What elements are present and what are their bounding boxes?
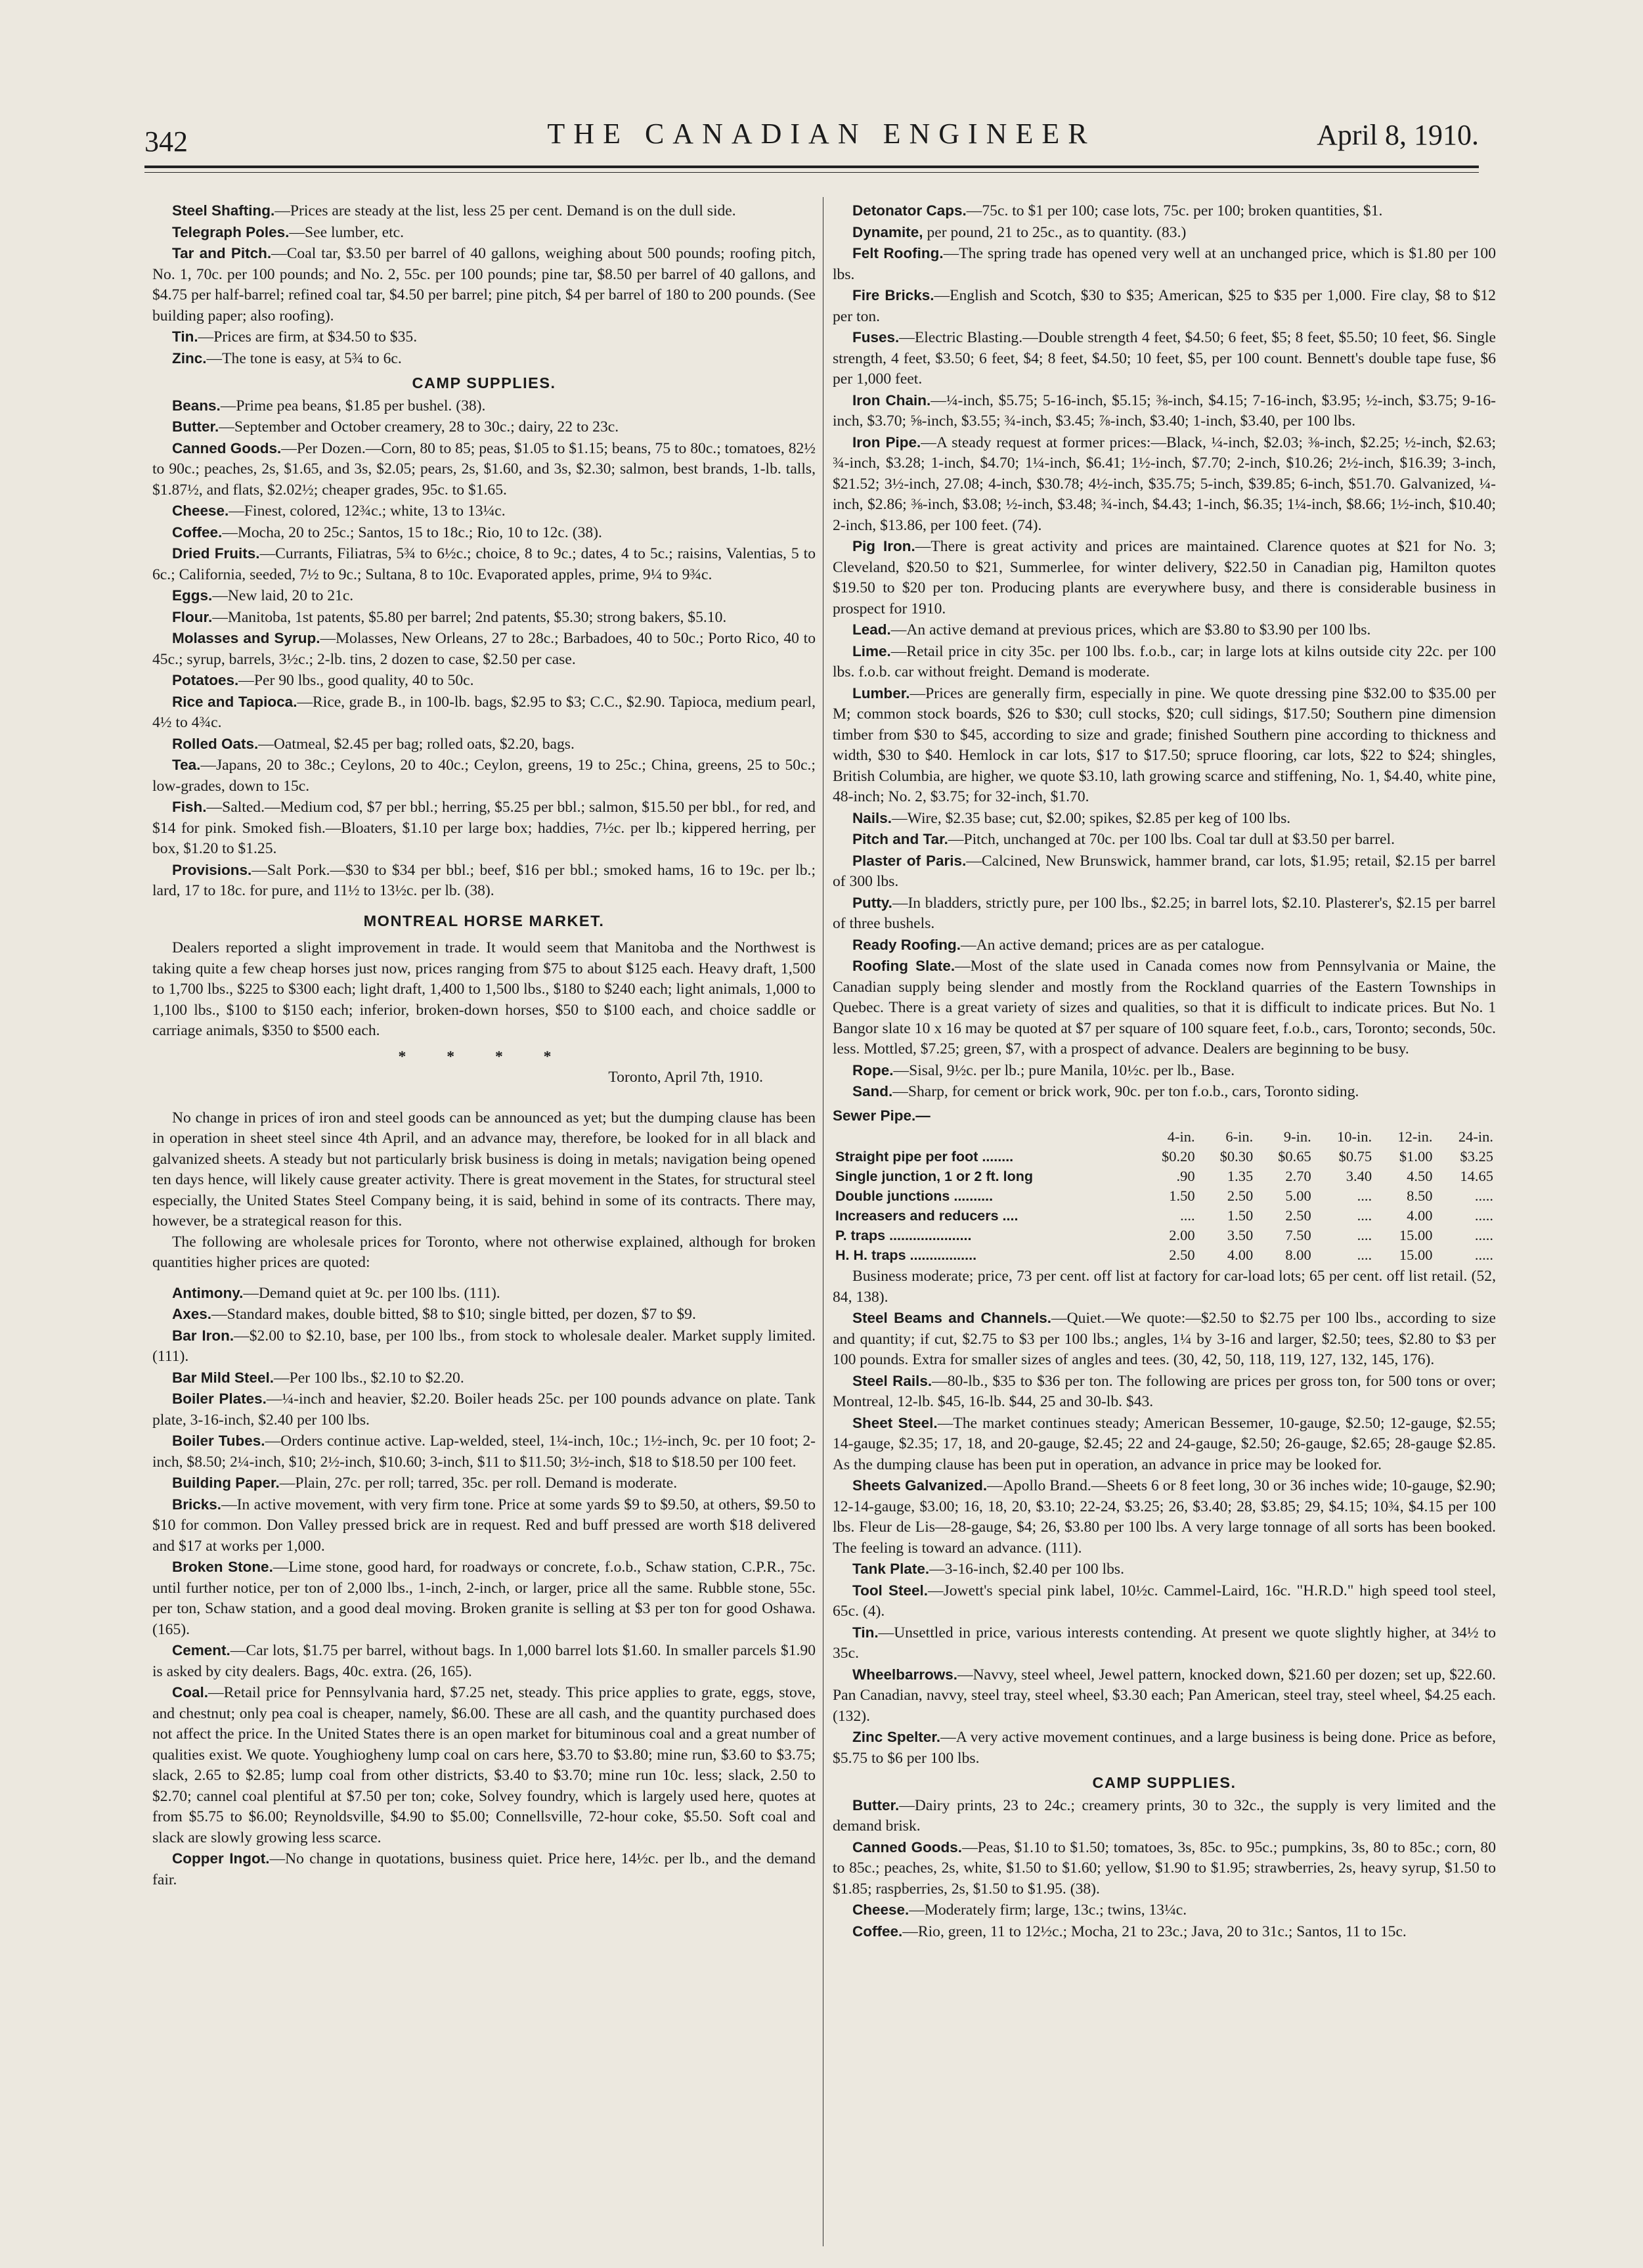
price-entry — [152, 755, 816, 797]
entry-heading: Butter. — [172, 418, 219, 435]
toronto-wholesale-note: The following are wholesale prices for Toronto, where not otherwise explained, although for broken quantities higher prices are quoted: — [152, 1233, 816, 1271]
entry-heading: Sheets Galvanized. — [852, 1477, 988, 1494]
sewer-price-cell: 1.50 — [1227, 1207, 1254, 1224]
entry-text: —A steady request at former prices:—Black, ¼-inch, $2.03; ⅜-inch, $2.25; ½-inch, $2.63; ¾-inch, $3.28; 1-inch, $4.70; 1¼-inch, $6.41; 1½-inch, $7.70; 2-inch, $10.26; 2½-inch, $16.39; 3-inch, $21.52; 3½-inch, 27.08; 4-inch, $30.78; 4½-inch, $35.75; 5-inch, $39.85; 6-inch, $51.70. Galvanized, ¼-inch, $2.86; ⅜-inch, $3.08; ½-inch, $3.48; ¾-inch, $4.43; 1-inch, $6.35; 1¼-inch, $8.66; 1½-inch, $10.40; 2-inch, $13.86, per 100 feet. (74). — [833, 434, 1496, 534]
price-entry — [833, 1081, 1496, 1103]
entry-text: —Apollo Brand.—Sheets 6 or 8 feet long, 30 or 36 inches wide; 10-gauge, $2.90; 12-14-gauge, $3.00; 16, 18, 20, $3.10; 22-24, $3.25; 26, $3.40; 28, $3.85; 29, $4.15; 10¾, $4.15 per 100 lbs. Fleur de Lis—28-gauge, $4; 26, $3.80 per 100 lbs. A very large tonnage of all sorts has been booked. The feeling is toward an advance. (111). — [833, 1477, 1496, 1557]
sewer-row-label: Single junction, 1 or 2 ft. long — [835, 1168, 1033, 1184]
entry-text: —Standard makes, double bitted, $8 to $10; single bitted, per dozen, $7 to $9. — [211, 1306, 696, 1323]
entry-text: —Navvy, steel wheel, Jewel pattern, knocked down, $21.60 per dozen; set up, $22.60. Pan Canadian, navvy, steel tray, steel wheel, $3.30 each; Pan American, steel tray, steel wheel, $4.25 each. (132). — [833, 1666, 1496, 1725]
entry-heading: Flour. — [172, 608, 213, 625]
sewer-price-cell: ..... — [1474, 1247, 1493, 1263]
sewer-price-cell: $0.30 — [1219, 1148, 1254, 1165]
sewer-price-cell: .... — [1357, 1188, 1372, 1204]
sewer-column-header: 24-in. — [1458, 1128, 1493, 1145]
entry-heading: Cement. — [172, 1642, 230, 1658]
price-entry — [152, 1389, 816, 1431]
sewer-price-cell: 15.00 — [1399, 1227, 1433, 1243]
entry-text: —An active demand at previous prices, which are $3.80 to $3.90 per 100 lbs. — [890, 621, 1371, 638]
entry-text: —Molasses, New Orleans, 27 to 28c.; Barbadoes, 40 to 50c.; Porto Rico, 40 to 45c.; syrup, barrels, 3½c.; 2-lb. tins, 2 dozen to case, $2.50 per case. — [152, 630, 816, 668]
price-entry — [833, 200, 1496, 222]
price-entry — [152, 1367, 816, 1389]
entry-text: —Demand quiet at 9c. per 100 lbs. (111). — [243, 1284, 500, 1302]
entry-text: —The tone is easy, at 5¾ to 6c. — [206, 349, 402, 367]
entry-text: —An active demand; prices are as per catalogue. — [961, 936, 1265, 954]
price-entry — [152, 438, 816, 501]
sewer-column-header: 4-in. — [1167, 1128, 1195, 1145]
entry-text: —Salted.—Medium cod, $7 per bbl.; herring, $5.25 per bbl.; salmon, $15.50 per bbl., for red, and $14 for pink. Smoked fish.—Bloaters, $1.10 per large box; haddies, 7½c. per lb.; kippered herring, per box, $1.20 to $1.25. — [152, 799, 816, 857]
sewer-row — [833, 1226, 1496, 1245]
price-entry — [833, 1727, 1496, 1769]
journal-title: THE CANADIAN ENGINEER — [547, 118, 1096, 150]
entry-heading: Boiler Tubes. — [172, 1433, 265, 1449]
entry-text: —Prime pea beans, $1.85 per bushel. (38). — [220, 397, 486, 414]
price-entry — [833, 1900, 1496, 1921]
entry-text: —The spring trade has opened very well at an unchanged price, which is $1.80 per 100 lbs. — [833, 245, 1496, 283]
right-camp-entries — [833, 1795, 1496, 1943]
entry-text: —Car lots, $1.75 per barrel, without bags. In 1,000 barrel lots $1.60. In smaller parcels $1.90 is asked by city dealers. Bags, 40c. extra. (26, 165). — [152, 1642, 816, 1680]
price-entry — [152, 797, 816, 860]
entry-text: —There is great activity and prices are maintained. Clarence quotes at $21 for No. 3; Cleveland, $20.50 to $21, Summerlee, for winter delivery, $22.50 in Canadian pig, Hamilton quotes $19.50 to $20 per ton. Producing plants are everywhere busy, and there is considerable business in prospect for 1910. — [833, 538, 1496, 617]
sewer-price-cell: 2.00 — [1169, 1227, 1195, 1243]
entry-text: —A very active movement continues, and a large business is being done. Price as before, $5.75 to $6 per 100 lbs. — [833, 1729, 1496, 1767]
entry-text: —In bladders, strictly pure, per 100 lbs., $2.25; in barrel lots, $2.10. Plasterer's, $2.15 per barrel of three bushels. — [833, 894, 1496, 932]
entry-heading: Plaster of Paris. — [852, 852, 967, 869]
price-entry — [152, 628, 816, 670]
entry-text: —80-lb., $35 to $36 per ton. The following are prices per gross ton, for 500 tons or over; Montreal, 12-lb. $45, 16-lb. $44, 25 and 30-lb. $43. — [833, 1372, 1496, 1410]
entry-heading: Steel Rails. — [852, 1372, 932, 1389]
entry-text: —Retail price in city 35c. per 100 lbs. f.o.b., car; in large lots at kilns outside city 22c. per 100 lbs. f.o.b. car without freight. Demand is moderate. — [833, 642, 1496, 680]
price-entry — [152, 1682, 816, 1848]
sewer-note: Business moderate; price, 73 per cent. off list at factory for car-load lots; 65 per cent. off list retail. (52, 84, 138). — [833, 1268, 1496, 1306]
page-number: 342 — [144, 125, 188, 158]
entry-text: —Per Dozen.—Corn, 80 to 85; peas, $1.05 to $1.15; beans, 75 to 80c.; tomatoes, 82½ to 90c.; peaches, 2s, $1.65, and 3s, $2.05; pears, 2s, $1.60, and 3s, $2.30; salmon, best brands, 1-lb. talls, $1.87½, and flats, $2.02½; cheaper grades, 95c. to $1.65. — [152, 439, 816, 499]
price-entry — [833, 1371, 1496, 1413]
price-entry — [833, 893, 1496, 935]
left-column — [152, 200, 816, 2256]
entry-heading: Nails. — [852, 809, 892, 826]
page-header — [0, 0, 1643, 164]
entry-heading: Felt Roofing. — [852, 245, 944, 261]
entry-heading: Zinc Spelter. — [852, 1729, 941, 1745]
entry-heading: Provisions. — [172, 861, 252, 878]
entry-text: —Prices are firm, at $34.50 to $35. — [198, 328, 418, 345]
sewer-price-cell: 4.00 — [1227, 1247, 1254, 1263]
entry-heading: Steel Shafting. — [172, 202, 275, 219]
sewer-price-cell: ..... — [1474, 1207, 1493, 1224]
left-entries-b — [152, 1283, 816, 1891]
price-entry — [833, 390, 1496, 432]
entry-heading: Lime. — [852, 642, 891, 659]
entry-heading: Copper Ingot. — [172, 1850, 270, 1867]
entry-heading: Iron Chain. — [852, 391, 931, 409]
entry-heading: Detonator Caps. — [852, 202, 967, 219]
entry-text: —Plain, 27c. per roll; tarred, 35c. per roll. Demand is moderate. — [279, 1475, 678, 1492]
entry-heading: Molasses and Syrup. — [172, 630, 320, 646]
entry-heading: Rope. — [852, 1061, 894, 1078]
left-camp-entries — [152, 395, 816, 902]
price-entry — [152, 395, 816, 417]
entry-text: —Mocha, 20 to 25c.; Santos, 15 to 18c.; Rio, 10 to 12c. (38). — [222, 523, 602, 541]
sewer-row-label: Straight pipe per foot ........ — [835, 1149, 1014, 1165]
entry-heading: Cheese. — [172, 502, 229, 519]
sewer-price-cell: $0.65 — [1278, 1148, 1311, 1165]
sewer-pipe-title: Sewer Pipe.— — [833, 1107, 931, 1124]
sewer-table-body — [833, 1147, 1496, 1265]
sewer-price-cell: $3.25 — [1460, 1148, 1493, 1165]
entry-heading: Coffee. — [172, 523, 223, 541]
entry-text: —The market continues steady; American Bessemer, 10-gauge, $2.50; 12-gauge, $2.55; 14-gauge, $2.35; 17, 18, and 20-gauge, $2.45; 22 and 24-gauge, $2.50; 26-gauge, $2.65; 28-gauge $2.85. As the dumping clause has been put in operation, an advance in price may be looked for. — [833, 1414, 1496, 1473]
entry-heading: Bar Iron. — [172, 1327, 234, 1344]
price-entry — [833, 1837, 1496, 1900]
price-entry — [152, 348, 816, 370]
entry-text: —English and Scotch, $30 to $35; American, $25 to $35 per 1,000. Fire clay, $8 to $12 per ton. — [833, 287, 1496, 325]
entry-heading: Ready Roofing. — [852, 936, 961, 953]
entry-heading: Broken Stone. — [172, 1559, 273, 1575]
sewer-column-header: 6-in. — [1225, 1128, 1254, 1145]
entry-heading: Potatoes. — [172, 672, 239, 688]
entry-heading: Zinc. — [172, 349, 207, 367]
sewer-price-cell: .... — [1357, 1207, 1372, 1224]
price-entry — [833, 808, 1496, 830]
price-entry — [152, 1283, 816, 1304]
entry-heading: Fish. — [172, 799, 207, 815]
price-entry — [152, 607, 816, 629]
entry-heading: Eggs. — [172, 587, 213, 604]
price-entry — [833, 432, 1496, 537]
price-entry — [833, 285, 1496, 327]
entry-text: —Peas, $1.10 to $1.50; tomatoes, 3s, 85c. to 95c.; pumpkins, 3s, 80 to 85c.; corn, 80 to 85c.; peaches, 2s, white, $1.50 to $1.60; yellow, $1.90 to $1.95; strawberries, 2s, heavy syrup, $1.50 to $1.85; raspberries, 2s, $1.50 to $1.95. (38). — [833, 1838, 1496, 1898]
sewer-pipe-table — [833, 1127, 1496, 1265]
sewer-price-cell: 4.00 — [1407, 1207, 1433, 1224]
entry-heading: Dynamite, — [852, 223, 923, 240]
sewer-price-cell: 7.50 — [1285, 1227, 1311, 1243]
sewer-price-cell: 8.50 — [1407, 1188, 1433, 1204]
entry-heading: Pitch and Tar. — [852, 831, 948, 847]
price-entry — [833, 956, 1496, 1060]
price-entry — [833, 1060, 1496, 1082]
sewer-column-header: 9-in. — [1283, 1128, 1311, 1145]
sewer-price-cell: 5.00 — [1285, 1188, 1311, 1204]
price-entry — [152, 1304, 816, 1325]
entry-text: —3-16-inch, $2.40 per 100 lbs. — [929, 1561, 1124, 1578]
entry-heading: Lumber. — [852, 684, 910, 701]
entry-text: —Unsettled in price, various interests contending. At present we quote slightly higher, at 34½ to 35c. — [833, 1624, 1496, 1662]
entry-heading: Rice and Tapioca. — [172, 693, 297, 710]
entry-text: —75c. to $1 per 100; case lots, 75c. per 100; broken quantities, $1. — [966, 202, 1383, 219]
price-entry — [152, 1640, 816, 1682]
sewer-row — [833, 1147, 1496, 1167]
entry-text: —Electric Blasting.—Double strength 4 feet, $4.50; 6 feet, $5; 8 feet, $5.50; 10 feet, $6. Single strength, 4 feet, $3.50; 6 feet, $4; 8 feet, $4.50; 10 feet, $5, per 100 count. Bennett's double tape fuse, $6 per 1,000 feet. — [833, 329, 1496, 388]
entry-text: —Prices are generally firm, especially in pine. We quote dressing pine $32.00 to $35.00 per M; common stock boards, $26 to $30; cull stocks, $20; cull sidings, $17.50; Southern pine dimension timber from $30 to $45, according to size and grade; finished Southern pine according to thickness and width, $30 to $40. Hemlock in car lots, $17 to $17.50; spruce flooring, car lots, $22 to $24; shingles, British Columbia, are higher, we quote $3.10, lath growing scarce and stiffening, No. 1, $4.40, white pine, 48-inch; No. 2, $3.75; for 32-inch, $1.70. — [833, 684, 1496, 805]
sewer-price-cell: .... — [1357, 1247, 1372, 1263]
header-rule-thick — [144, 166, 1479, 168]
sewer-price-cell: $0.75 — [1338, 1148, 1372, 1165]
right-entries-a — [833, 200, 1496, 1103]
price-entry — [833, 1580, 1496, 1622]
price-entry — [152, 222, 816, 244]
price-entry — [152, 1431, 816, 1473]
sewer-price-cell: $0.20 — [1161, 1148, 1195, 1165]
left-entries-a — [152, 200, 816, 369]
header-rule-thin — [144, 172, 1479, 173]
entry-text: —Currants, Filiatras, 5¾ to 6½c.; choice, 8 to 9c.; dates, 4 to 5c.; raisins, Valentias, 5 to 6c.; California, seeded, 7½ to 9c.; Sultana, 8 to 10c. Evaporated apples, prime, 9¼ to 9¾c. — [152, 545, 816, 583]
entry-text: —Jowett's special pink label, 10½c. Cammel-Laird, 16c. "H.R.D." high speed tool steel, 65c. (4). — [833, 1582, 1496, 1620]
entry-text: —Retail price for Pennsylvania hard, $7.25 net, steady. This price applies to grate, eggs, stove, and chestnut; only pea coal is cheaper, namely, $6.00. These are all cash, and the quantity purchased does not affect the price. In the United States there is an open market for bituminous coal and a great number of qualities exist. We quote. Youghiogheny lump coal on cars here, $3.70 to $3.80; mine run, $3.60 to $3.75; slack, 2.65 to $2.85; lump coal from other districts, $3.40 to $3.70; mine run 10c. less; slack, 2.50 to $2.70; cannel coal plentiful at $7.50 per ton; coke, Solvey foundry, which is largely used here, quotes at from $5.75 to $6.00; Reynoldsville, $4.90 to $5.00; Connellsville, 72-hour coke, $5.50. Soft coal and slack are slowly growing less scarce. — [152, 1684, 816, 1846]
price-entry — [833, 536, 1496, 619]
horse-market-heading: MONTREAL HORSE MARKET. — [363, 912, 605, 929]
sewer-price-cell: 8.00 — [1285, 1247, 1311, 1263]
sewer-row — [833, 1206, 1496, 1226]
price-entry — [833, 1308, 1496, 1371]
sewer-header-blank — [833, 1127, 1139, 1147]
entry-text: —Sharp, for cement or brick work, 90c. per ton f.o.b., cars, Toronto siding. — [892, 1083, 1359, 1100]
price-entry — [152, 1557, 816, 1640]
entry-text: —Orders continue active. Lap-welded, steel, 1¼-inch, 10c.; 1½-inch, 9c. per 10 foot; 2-inch, $8.50; 2¼-inch, $10; 2½-inch, $10.60; 3-inch, $11 to $11.50; 3½-inch, $18 to $18.50 per 100 feet. — [152, 1433, 816, 1471]
price-entry — [152, 692, 816, 734]
price-entry — [152, 1848, 816, 1890]
sewer-row — [833, 1167, 1496, 1186]
entry-text: —Prices are steady at the list, less 25 per cent. Demand is on the dull side. — [274, 202, 736, 219]
price-entry — [833, 1559, 1496, 1580]
entry-text: —Dairy prints, 23 to 24c.; creamery prints, 30 to 32c., the supply is very limited and the demand brisk. — [833, 1796, 1496, 1834]
price-entry — [152, 416, 816, 438]
price-entry — [833, 1664, 1496, 1727]
camp-supplies-heading-left: CAMP SUPPLIES. — [412, 374, 556, 391]
entry-text: —Rio, green, 11 to 12½c.; Mocha, 21 to 23c.; Java, 20 to 31c.; Santos, 11 to 15c. — [902, 1923, 1407, 1940]
entry-heading: Axes. — [172, 1306, 212, 1322]
entry-heading: Lead. — [852, 621, 891, 638]
entry-heading: Rolled Oats. — [172, 735, 259, 752]
sewer-price-cell: ..... — [1474, 1188, 1493, 1204]
sewer-row — [833, 1186, 1496, 1206]
entry-heading: Cheese. — [852, 1901, 909, 1918]
sewer-row — [833, 1245, 1496, 1265]
entry-heading: Dried Fruits. — [172, 545, 260, 562]
price-entry — [152, 1325, 816, 1367]
entry-heading: Canned Goods. — [852, 1838, 963, 1856]
entry-heading: Steel Beams and Channels. — [852, 1310, 1052, 1326]
entry-heading: Coal. — [172, 1684, 209, 1701]
price-entry — [833, 1622, 1496, 1664]
sewer-column-header: 10-in. — [1337, 1128, 1372, 1145]
entry-text: —Per 90 lbs., good quality, 40 to 50c. — [238, 672, 474, 689]
entry-heading: Tar and Pitch. — [172, 245, 272, 261]
entry-heading: Putty. — [852, 894, 892, 911]
price-entry — [833, 619, 1496, 641]
price-entry — [152, 734, 816, 755]
sewer-price-cell: 2.50 — [1169, 1247, 1195, 1263]
sewer-row-label: Double junctions .......... — [835, 1188, 994, 1204]
price-entry — [833, 641, 1496, 683]
entry-text: —Lime stone, good hard, for roadways or concrete, f.o.b., Schaw station, C.P.R., 75c. until further notice, per ton of 2,000 lbs., 1-inch, 2-inch, or larger, price all the same. Rubble stone, 55c. per ton, Schaw station, and a good deal moving. Broken granite is selling at $3 per ton for good Oshawa. (165). — [152, 1559, 816, 1638]
entry-heading: Telegraph Poles. — [172, 223, 290, 240]
price-entry — [152, 326, 816, 348]
sewer-price-cell: 1.35 — [1227, 1168, 1254, 1184]
price-entry — [152, 200, 816, 222]
right-column — [833, 200, 1496, 2256]
entry-heading: Bar Mild Steel. — [172, 1369, 274, 1386]
toronto-intro: No change in prices of iron and steel goods can be announced as yet; but the dumping clause has been in operation in sheet steel since 4th April, and an advance may, therefore, be looked for in all black and galvanized sheets. A steady but not particularly brisk business is doing in metals; navigation being opened ten days hence, will likely cause greater activity. There is great movement in the States, for structural steel especially, the United States Steel Company being, it is said, behind in some of its contracts. There may, however, be a strategical reason for this. — [152, 1109, 816, 1230]
entry-text: —Oatmeal, $2.45 per bag; rolled oats, $2.20, bags. — [258, 735, 575, 753]
sewer-price-cell: .90 — [1176, 1168, 1195, 1184]
price-entry — [152, 860, 816, 902]
entry-heading: Coffee. — [852, 1923, 903, 1940]
entry-heading: Canned Goods. — [172, 439, 282, 456]
sewer-row-label: P. traps ..................... — [835, 1228, 972, 1243]
entry-text: —Japans, 20 to 38c.; Ceylons, 20 to 40c.; Ceylon, greens, 19 to 25c.; China, greens, 25 to 50c.; low-grades, down to 15c. — [152, 757, 816, 795]
issue-date: April 8, 1910. — [1317, 119, 1479, 151]
entry-heading: Tank Plate. — [852, 1561, 930, 1577]
price-entry — [152, 543, 816, 585]
entry-heading: Antimony. — [172, 1284, 244, 1301]
entry-text: —September and October creamery, 28 to 30c.; dairy, 22 to 23c. — [219, 418, 619, 435]
entry-heading: Tin. — [172, 328, 198, 345]
entry-text: —Pitch, unchanged at 70c. per 100 lbs. Coal tar dull at $3.50 per barrel. — [948, 831, 1395, 848]
entry-heading: Bricks. — [172, 1496, 222, 1513]
sewer-price-cell: 3.50 — [1227, 1227, 1254, 1243]
entry-heading: Fire Bricks. — [852, 287, 934, 303]
price-entry — [833, 1795, 1496, 1837]
sewer-price-cell: .... — [1180, 1207, 1195, 1224]
price-entry — [833, 243, 1496, 285]
entry-text: —Wire, $2.35 base; cut, $2.00; spikes, $2.85 per keg of 100 lbs. — [892, 809, 1291, 827]
entry-heading: Fuses. — [852, 329, 900, 345]
entry-text: —Salt Pork.—$30 to $34 per bbl.; beef, $16 per bbl.; smoked hams, 16 to 19c. per lb.; lard, 17 to 18c. for pure, and 11½ to 13½c. per lb. (38). — [152, 861, 816, 899]
toronto-dateline: Toronto, April 7th, 1910. — [608, 1069, 763, 1086]
entry-heading: Sheet Steel. — [852, 1414, 938, 1431]
price-entry — [833, 327, 1496, 390]
entry-text: —In active movement, with very firm tone. Price at some yards $9 to $9.50, at others, $9.50 to $10 for common. Don Valley pressed brick are in request. Red and buff pressed are worth $18 delivered and $17 at works per 1,000. — [152, 1496, 816, 1555]
camp-supplies-heading-right: CAMP SUPPLIES. — [1092, 1774, 1237, 1791]
price-entry — [152, 1494, 816, 1557]
price-entry — [833, 1921, 1496, 1943]
entry-text: —No change in quotations, business quiet. Price here, 14½c. per lb., and the demand fair. — [152, 1850, 816, 1888]
price-entry — [152, 243, 816, 326]
sewer-row-label: Increasers and reducers .... — [835, 1208, 1019, 1224]
sewer-price-cell: 2.50 — [1285, 1207, 1311, 1224]
entry-text: —¼-inch, $5.75; 5-16-inch, $5.15; ⅜-inch, $4.15; 7-16-inch, $3.95; ½-inch, $3.75; 9-16-inch, $3.70; ⅝-inch, $3.55; ¾-inch, $3.45; ⅞-inch, $3.40; 1-inch, $3.40, per 100 lbs. — [833, 391, 1496, 430]
price-entry — [833, 829, 1496, 851]
entry-heading: Butter. — [852, 1796, 900, 1813]
price-entry — [152, 670, 816, 692]
entry-text: —Finest, colored, 12¾c.; white, 13 to 13¼c. — [229, 502, 506, 520]
price-entry — [152, 1473, 816, 1494]
price-entry — [833, 935, 1496, 956]
sewer-column-header: 12-in. — [1397, 1128, 1433, 1145]
price-entry — [152, 585, 816, 607]
entry-heading: Iron Pipe. — [852, 434, 921, 451]
entry-heading: Pig Iron. — [852, 538, 915, 554]
entry-text: —Moderately firm; large, 13c.; twins, 13¼c. — [909, 1901, 1187, 1919]
sewer-price-cell: 3.40 — [1346, 1168, 1372, 1184]
entry-heading: Beans. — [172, 397, 221, 414]
price-entry — [152, 500, 816, 522]
sewer-price-cell: 2.50 — [1227, 1188, 1254, 1204]
entry-text: per pound, 21 to 25c., as to quantity. (83.) — [923, 223, 1187, 241]
entry-heading: Building Paper. — [172, 1475, 280, 1491]
sewer-price-cell: 14.65 — [1460, 1168, 1493, 1184]
sewer-price-cell: 2.70 — [1285, 1168, 1311, 1184]
entry-text: —Rice, grade B., in 100-lb. bags, $2.95 to $3; C.C., $2.90. Tapioca, medium pearl, 4½ to 4¾c. — [152, 693, 816, 731]
entry-text: —Coal tar, $3.50 per barrel of 40 gallons, weighing about 500 pounds; roofing pitch, No. 1, 70c. per 100 pounds; and No. 2, 55c. per 100 pounds; pine tar, $8.50 per barrel of 40 gallons, and $4.75 per half-barrel; refined coal tar, $4.50 per barrel; pine pitch, $4 per barrel of 180 to 200 pounds. (See building paper; also roofing). — [152, 245, 816, 324]
entry-text: —Sisal, 9½c. per lb.; pure Manila, 10½c. per lb., Base. — [893, 1061, 1235, 1079]
entry-heading: Tea. — [172, 757, 201, 773]
section-stars: * * * * — [398, 1048, 570, 1065]
right-entries-b — [833, 1308, 1496, 1769]
entry-text: —Most of the slate used in Canada comes now from Pennsylvania or Maine, the Canadian supply being slender and mostly from the Rockland quarries of the Eastern Townships in Quebec. There is a great variety of sizes and qualities, so that it is difficult to indicate prices. But No. 1 Bangor slate 10 x 16 may be quoted at $7 per square of 100 square feet, f.o.b., cars, Toronto; seconds, 50c. less. Mottled, $7.25; green, $7, with a prospect of advance. Dealers are beginning to be busy. — [833, 958, 1496, 1057]
entry-text: —Manitoba, 1st patents, $5.80 per barrel; 2nd patents, $5.30; strong bakers, $5.10. — [212, 608, 727, 626]
entry-heading: Wheelbarrows. — [852, 1666, 958, 1683]
sewer-price-cell: ..... — [1474, 1227, 1493, 1243]
entry-text: —Calcined, New Brunswick, hammer brand, car lots, $1.95; retail, $2.15 per barrel of 300 lbs. — [833, 852, 1496, 890]
entry-heading: Boiler Plates. — [172, 1390, 267, 1407]
sewer-price-cell: $1.00 — [1399, 1148, 1433, 1165]
sewer-header-row — [833, 1127, 1496, 1147]
sewer-price-cell: 15.00 — [1399, 1247, 1433, 1263]
entry-heading: Tool Steel. — [852, 1582, 928, 1599]
entry-text: —$2.00 to $2.10, base, per 100 lbs., from stock to wholesale dealer. Market supply limited. (111). — [152, 1327, 816, 1365]
price-entry — [833, 222, 1496, 244]
sewer-price-cell: .... — [1357, 1227, 1372, 1243]
price-entry — [833, 851, 1496, 893]
sewer-price-cell: 1.50 — [1169, 1188, 1195, 1204]
horse-market-text: Dealers reported a slight improvement in trade. It would seem that Manitoba and the Northwest is taking quite a few cheap horses just now, prices ranging from $75 to about $125 each. Heavy draft, 1,500 to 1,700 lbs., $225 to $300 each; light draft, 1,400 to 1,500 lbs., $180 to $240 each; light animals, 1,000 to 1,100 lbs., $100 to $150 each; inferior, broken-down horses, $50 to $100 each, and choice saddle or carriage animals, $350 to $500 each. — [152, 939, 816, 1039]
entry-text: —New laid, 20 to 21c. — [212, 587, 354, 604]
entry-heading: Tin. — [852, 1624, 879, 1641]
sewer-row-label: H. H. traps ................. — [835, 1247, 977, 1263]
entry-heading: Roofing Slate. — [852, 958, 955, 974]
price-entry — [833, 1475, 1496, 1559]
price-entry — [833, 683, 1496, 808]
entry-heading: Sand. — [852, 1083, 893, 1100]
sewer-price-cell: 4.50 — [1407, 1168, 1433, 1184]
price-entry — [152, 522, 816, 544]
price-entry — [833, 1413, 1496, 1476]
entry-text: —¼-inch and heavier, $2.20. Boiler heads 25c. per 100 pounds advance on plate. Tank plate, 3-16-inch, $2.40 per 100 lbs. — [152, 1390, 816, 1429]
entry-text: —See lumber, etc. — [289, 223, 405, 241]
entry-text: —Quiet.—We quote:—$2.50 to $2.75 per 100 lbs., according to size and quantity; if cut, $2.75 to $3 per 100 lbs.; angles, 1¼ by 3-16 and larger, $2.50; tees, $2.80 to $3 per 100 pounds. Extra for smaller sizes of angles and tees. (30, 42, 50, 118, 119, 127, 132, 145, 176). — [833, 1310, 1496, 1368]
entry-text: —Per 100 lbs., $2.10 to $2.20. — [274, 1369, 464, 1387]
